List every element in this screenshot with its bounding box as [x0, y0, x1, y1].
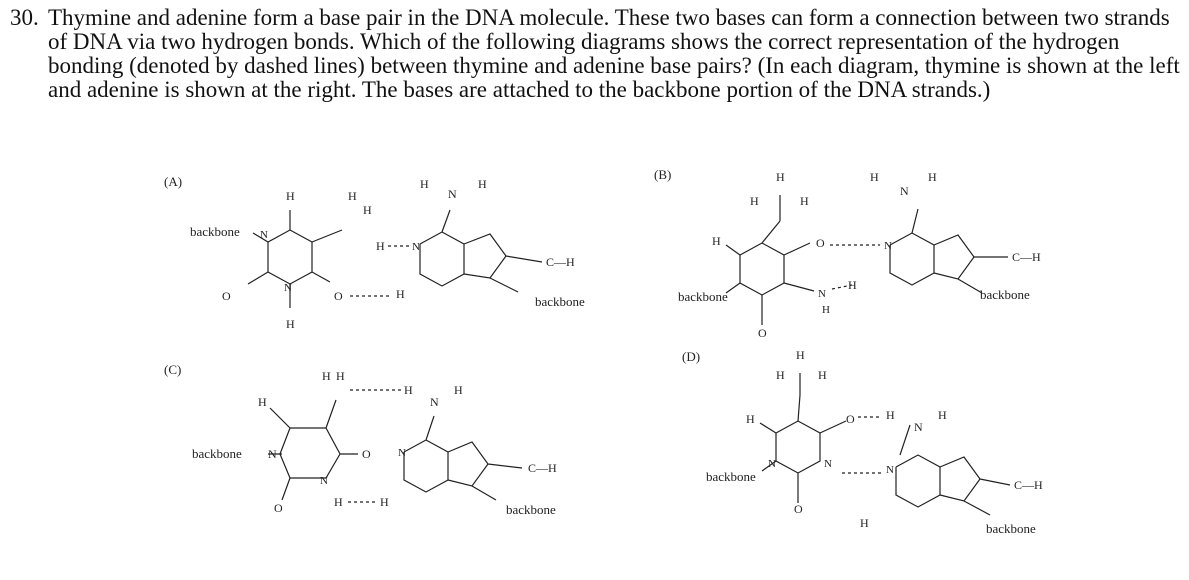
- svg-text:H: H: [396, 287, 405, 301]
- svg-text:H: H: [348, 189, 357, 203]
- svg-text:H: H: [286, 317, 295, 331]
- svg-text:H: H: [404, 383, 413, 397]
- svg-text:H: H: [322, 369, 331, 383]
- svg-text:H: H: [454, 383, 463, 397]
- option-c-adenine: [380, 383, 557, 509]
- svg-text:N: N: [914, 420, 923, 434]
- option-d-adenine: [860, 408, 1043, 530]
- svg-text:N: N: [818, 288, 826, 300]
- option-a-label: (A): [164, 174, 183, 189]
- option-c-label: (C): [164, 362, 182, 377]
- svg-text:H: H: [848, 278, 857, 292]
- svg-text:C—H: C—H: [546, 255, 575, 269]
- svg-text:H: H: [796, 348, 805, 362]
- option-b-label: (B): [654, 167, 672, 182]
- question-text: Thymine and adenine form a base pair in the DNA molecule. These two bases can form a connection between two strands of DNA via two hydrogen bonds. Which of the following diagrams shows the correct representation of the hydrogen bonding (denoted by dashed lines) between thymine and adenine base pairs? (In each diagram, thymine is shown at the left and adenine is shown at the right. The bases are attached to the backbone portion of the DNA strands.): [48, 5, 1180, 102]
- svg-text:H: H: [818, 368, 827, 382]
- svg-text:H: H: [822, 304, 830, 316]
- question-number: 30.: [10, 5, 39, 30]
- svg-text:O: O: [222, 289, 231, 303]
- svg-text:O: O: [758, 326, 767, 340]
- option-d-label: (D): [682, 349, 701, 364]
- option-b-backbone-left: backbone: [678, 289, 728, 304]
- option-b-backbone-right: backbone: [980, 287, 1030, 302]
- option-c-backbone-left: backbone: [192, 446, 242, 461]
- option-c-backbone-right: backbone: [506, 502, 556, 517]
- option-b-diagram: [640, 165, 1070, 345]
- svg-text:O: O: [816, 236, 825, 250]
- svg-text:N: N: [284, 282, 292, 294]
- svg-text:N: N: [886, 464, 894, 476]
- svg-text:H: H: [938, 408, 947, 422]
- svg-text:O: O: [794, 502, 803, 516]
- option-d-backbone-right: backbone: [986, 521, 1036, 536]
- option-b-adenine: [848, 170, 1041, 293]
- option-b-thymine: [712, 170, 830, 340]
- svg-text:H: H: [746, 412, 755, 426]
- svg-text:H: H: [776, 368, 785, 382]
- option-d-backbone-left: backbone: [706, 469, 756, 484]
- svg-text:N: N: [260, 229, 268, 241]
- svg-text:N: N: [900, 184, 909, 198]
- svg-text:O: O: [362, 447, 371, 461]
- svg-text:H: H: [928, 170, 937, 184]
- option-a-adenine: [376, 177, 575, 301]
- svg-text:C—H: C—H: [1012, 250, 1041, 264]
- svg-text:H: H: [286, 189, 295, 203]
- svg-text:N: N: [320, 475, 328, 487]
- option-d-thymine: [746, 348, 855, 516]
- svg-text:N: N: [268, 447, 277, 461]
- svg-text:H: H: [478, 177, 487, 191]
- svg-text:C—H: C—H: [1014, 478, 1043, 492]
- svg-text:N: N: [768, 458, 776, 470]
- svg-text:N: N: [884, 240, 892, 252]
- option-a-thymine: [222, 189, 372, 331]
- svg-text:N: N: [430, 395, 439, 409]
- svg-text:H: H: [363, 203, 372, 217]
- svg-text:H: H: [800, 194, 809, 208]
- svg-text:H: H: [776, 170, 785, 184]
- svg-text:H: H: [870, 170, 879, 184]
- svg-text:N: N: [412, 241, 420, 253]
- svg-text:N: N: [824, 458, 832, 470]
- svg-text:N: N: [448, 187, 457, 201]
- option-d-diagram: [660, 345, 1080, 545]
- svg-text:H: H: [258, 395, 267, 409]
- option-a-backbone-right: backbone: [535, 294, 585, 309]
- svg-text:O: O: [334, 289, 343, 303]
- svg-text:H: H: [336, 369, 345, 383]
- svg-text:H: H: [380, 495, 389, 509]
- option-c-diagram: [150, 360, 610, 530]
- svg-text:H: H: [420, 177, 429, 191]
- option-a-diagram: [150, 170, 610, 340]
- svg-text:H: H: [376, 239, 385, 253]
- svg-text:H: H: [334, 495, 343, 509]
- svg-text:O: O: [274, 501, 283, 515]
- svg-text:H: H: [886, 408, 895, 422]
- svg-text:O: O: [846, 412, 855, 426]
- svg-text:H: H: [712, 234, 721, 248]
- svg-text:H: H: [750, 194, 759, 208]
- svg-text:H: H: [860, 516, 869, 530]
- option-a-backbone-left: backbone: [190, 224, 240, 239]
- option-c-thymine: [258, 369, 371, 515]
- svg-text:N: N: [398, 447, 406, 459]
- svg-text:C—H: C—H: [528, 461, 557, 475]
- question-block: [10, 6, 1180, 102]
